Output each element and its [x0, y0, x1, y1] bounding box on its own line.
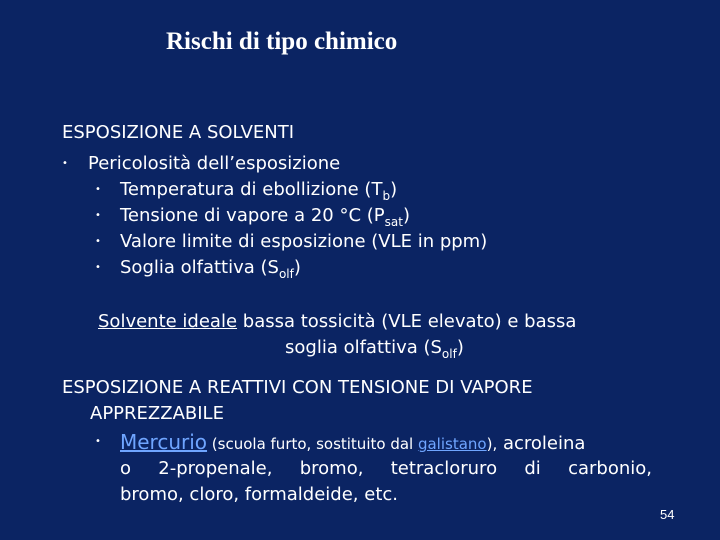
bullet-icon: • — [95, 210, 101, 221]
bullet-icon: • — [62, 158, 68, 169]
list-item-temperatura: Temperatura di ebollizione $(T_b)$ — [120, 179, 398, 203]
list-item-level1: Pericolosità dell’esposizione — [88, 153, 341, 174]
slide-title: Rischi di tipo chimico — [166, 28, 398, 55]
list-item-soglia: Soglia olfattiva $(S_{olf})$ — [120, 257, 301, 281]
bullet-icon: • — [95, 236, 101, 247]
list-item-valore-limite: Valore limite di esposizione (VLE in ppm) — [120, 231, 488, 252]
galistano-link[interactable]: galistano — [417, 435, 487, 453]
bullet-icon: • — [95, 262, 101, 273]
section-heading-reattivi-cont: APPREZZABILE — [90, 403, 224, 424]
list-item-mercurio: Mercurio (scuola furto, sostituito dal galistano), acroleina — [120, 430, 586, 454]
mercurio-link[interactable]: Mercurio — [120, 430, 208, 454]
ideal-solvent-label: Solvente ideale — [98, 311, 238, 332]
bullet-icon: • — [95, 184, 101, 195]
ideal-solvent-line1: Solvente ideale bassa tossicità (VLE elevato) e bassa — [98, 311, 577, 332]
bullet-icon: • — [95, 436, 101, 447]
section-heading-reattivi: ESPOSIZIONE A REATTIVI CON TENSIONE DI VAPORE — [62, 377, 533, 398]
ideal-solvent-line2: soglia olfattiva $(S_{olf})$ — [285, 337, 464, 361]
section-heading-solventi: ESPOSIZIONE A SOLVENTI — [62, 122, 295, 143]
list-item-mercurio-line2: o 2-propenale, bromo, tetracloruro di carbonio, — [120, 458, 652, 479]
list-item-tensione: Tensione di vapore a 20 °C $(P_{sat})$ — [120, 205, 410, 229]
page-number: 54 — [660, 507, 675, 522]
list-item-mercurio-line3: bromo, cloro, formaldeide, etc. — [120, 484, 398, 505]
